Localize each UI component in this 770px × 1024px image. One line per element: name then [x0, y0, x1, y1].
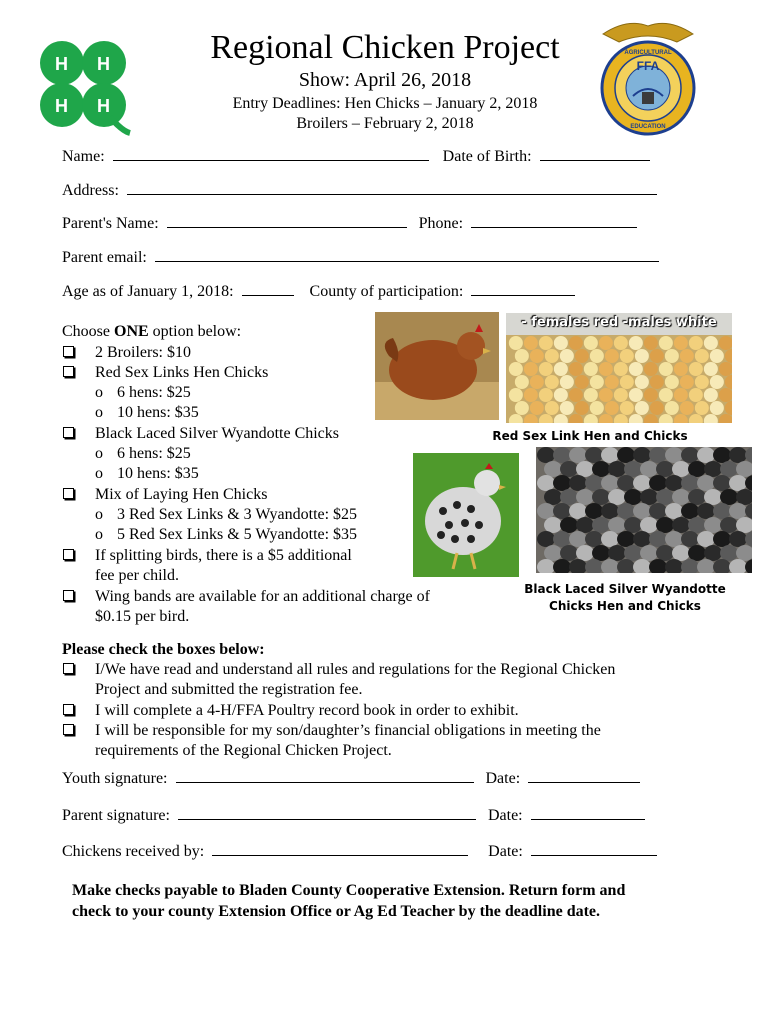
parent-date-field[interactable] [531, 805, 645, 820]
checks-heading: Please check the boxes below: [62, 641, 265, 658]
parent-name-label: Parent's Name: [62, 215, 159, 232]
date-label: Date: [487, 807, 523, 824]
youth-signature-field[interactable] [176, 768, 474, 783]
address-field[interactable] [127, 180, 657, 195]
svg-text:H: H [55, 96, 68, 116]
parent-email-row [62, 247, 659, 268]
received-by-row [62, 841, 657, 862]
svg-text:H: H [55, 54, 68, 74]
date-label: Date: [488, 843, 523, 860]
age-label: Age as of January 1, 2018: [62, 283, 234, 300]
checkbox[interactable] [63, 549, 74, 560]
show-date: Show: April 26, 2018 [298, 69, 472, 91]
check-financial: I will be responsible for my son/daughter’s financial obligations in meeting the requirements of the Regional Chicken Project. [63, 721, 74, 741]
received-date-field[interactable] [531, 841, 657, 856]
name-label: Name: [62, 148, 105, 165]
svg-text:EDUCATION: EDUCATION [630, 124, 666, 130]
name-row [62, 146, 650, 167]
sub-option: o 10 hens: $35 [95, 404, 199, 421]
svg-text:H: H [97, 96, 110, 116]
address-row [62, 180, 657, 201]
caption-red-sex-link: Red Sex Link Hen and Chicks [492, 429, 688, 443]
option-red-sex-links: Red Sex Links Hen Chicks [63, 363, 74, 383]
checkbox[interactable] [63, 590, 74, 601]
caption-wyandotte-1: Black Laced Silver Wyandotte [524, 582, 726, 596]
parent-name-field[interactable] [167, 213, 407, 228]
red-hen-photo [375, 312, 499, 420]
received-by-field[interactable] [212, 841, 468, 856]
checkbox[interactable] [63, 663, 74, 674]
check-record-book: I will complete a 4-H/FFA Poultry record book in order to exhibit. [63, 701, 74, 721]
check-rules: I/We have read and understand all rules and regulations for the Regional Chicken Project and submitted the registration fee. [63, 660, 74, 680]
svg-text:AGRICULTURAL: AGRICULTURAL [624, 50, 672, 56]
page-title: Regional Chicken Project [210, 29, 560, 66]
received-by-label: Chickens received by: [62, 843, 205, 860]
phone-label: Phone: [418, 215, 464, 232]
option-mix: Mix of Laying Hen Chicks [63, 485, 74, 505]
sub-option: o 6 hens: $25 [95, 445, 191, 462]
entry-deadline-hens: Entry Deadlines: Hen Chicks – January 2, 2018 [232, 95, 538, 112]
name-field[interactable] [113, 146, 429, 161]
option-wyandotte: Black Laced Silver Wyandotte Chicks [63, 424, 74, 444]
dob-field[interactable] [540, 146, 650, 161]
ffa-letters: FFA [636, 59, 660, 73]
sub-option: o 3 Red Sex Links & 3 Wyandotte: $25 [95, 506, 358, 523]
red-sex-link-chicks-photo [506, 313, 732, 423]
parent-signature-field[interactable] [178, 805, 476, 820]
caption-wyandotte-2: Chicks Hen and Chicks [549, 599, 701, 613]
payment-instructions-line2: check to your county Extension Office or Ag Ed Teacher by the deadline date. [72, 903, 601, 920]
option-broilers: 2 Broilers: $10 [63, 343, 74, 363]
parent-name-row [62, 213, 637, 234]
parent-signature-row [62, 805, 645, 826]
option-splitting-fee: If splitting birds, there is a $5 additional fee per child. [63, 546, 74, 566]
parent-signature-label: Parent signature: [62, 807, 170, 824]
dob-label: Date of Birth: [442, 148, 532, 165]
entry-deadline-broilers: Broilers – February 2, 2018 [296, 115, 474, 132]
youth-signature-row [62, 768, 640, 789]
photo-overlay-text: - females red -males white [521, 315, 717, 330]
checkbox[interactable] [63, 427, 74, 438]
youth-signature-label: Youth signature: [62, 770, 168, 787]
age-field[interactable] [242, 281, 294, 296]
option-wing-bands: Wing bands are available for an additional charge of $0.15 per bird. [63, 587, 74, 607]
checkbox[interactable] [63, 704, 74, 715]
sub-option: o 10 hens: $35 [95, 465, 199, 482]
phone-field[interactable] [471, 213, 637, 228]
date-label: Date: [485, 770, 521, 787]
county-field[interactable] [471, 281, 575, 296]
checkbox[interactable] [63, 366, 74, 377]
sub-option: o 5 Red Sex Links & 5 Wyandotte: $35 [95, 526, 358, 543]
checkbox[interactable] [63, 346, 74, 357]
options-intro: Choose ONE option below: [62, 323, 242, 340]
youth-date-field[interactable] [528, 768, 640, 783]
checkbox[interactable] [63, 724, 74, 735]
wyandotte-chicks-photo [536, 447, 752, 573]
parent-email-field[interactable] [155, 247, 659, 262]
checkbox[interactable] [63, 488, 74, 499]
age-county-row [62, 281, 575, 302]
svg-text:H: H [97, 54, 110, 74]
payment-instructions-line1: Make checks payable to Bladen County Cooperative Extension. Return form and [72, 882, 626, 899]
sub-option: o 6 hens: $25 [95, 384, 191, 401]
parent-email-label: Parent email: [62, 249, 147, 266]
county-label: County of participation: [309, 283, 464, 300]
address-label: Address: [62, 182, 119, 199]
wyandotte-hen-photo [413, 453, 519, 577]
